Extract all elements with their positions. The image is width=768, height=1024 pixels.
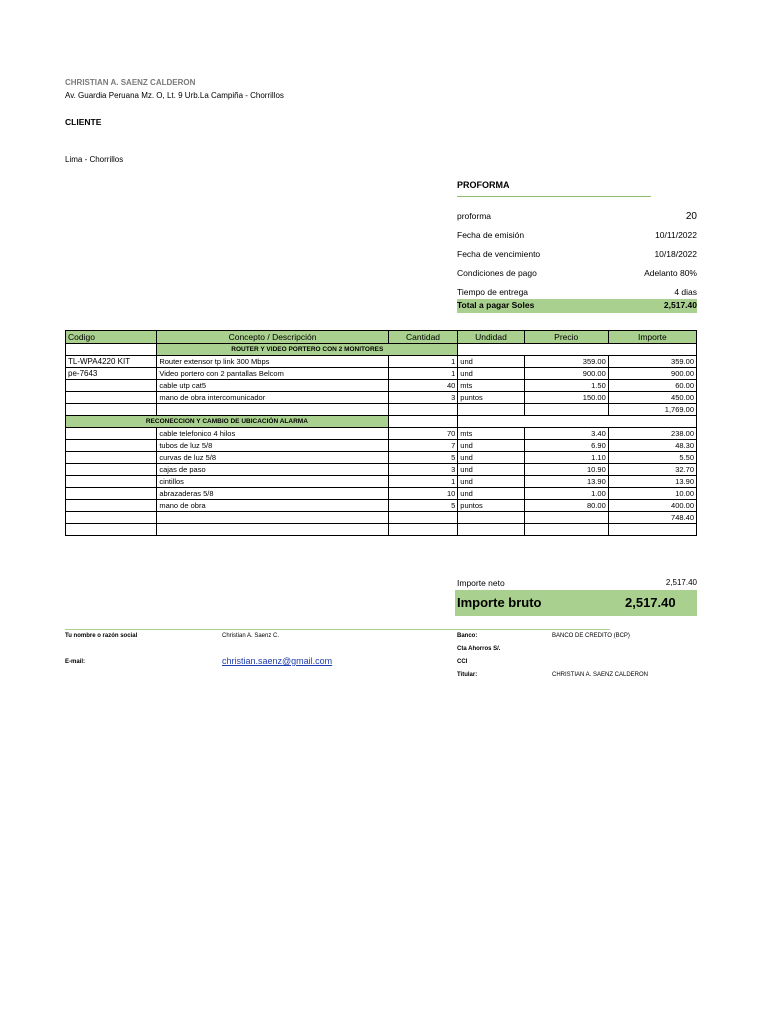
cell-amount: 60.00: [608, 380, 696, 392]
cell-description: Router extensor tp link 300 Mbps: [157, 356, 388, 368]
cell-amount: 5.50: [608, 452, 696, 464]
cell-amount: 900.00: [608, 368, 696, 380]
sender-address: Av. Guardia Peruana Mz. O, Lt. 9 Urb.La Campiña - Chorrillos: [65, 91, 284, 100]
cell-quantity: 3: [388, 392, 458, 404]
net-amount-row: [457, 578, 697, 590]
total-value: 2,517.40: [663, 300, 697, 310]
info-row-total: [457, 299, 697, 313]
table-row: [66, 380, 697, 392]
cell-price: 13.90: [524, 476, 608, 488]
table-row: [66, 368, 697, 380]
cell-unit: und: [458, 368, 524, 380]
cell-description: curvas de luz 5/8: [157, 452, 388, 464]
info-value: 20: [685, 211, 697, 222]
cell-unit: und: [458, 452, 524, 464]
footer-cci-label: CCI: [457, 659, 468, 665]
info-row-delivery-time: [457, 286, 697, 300]
info-row-due-date: [457, 248, 697, 262]
footer-name-label: Tu nombre o razón social: [65, 633, 138, 639]
footer-bank-value: BANCO DE CREDITO (BCP): [552, 633, 630, 639]
cell-description: cable telefonico 4 hilos: [157, 428, 388, 440]
col-header-unit: Undidad: [458, 331, 524, 344]
info-label: proforma: [457, 211, 492, 221]
cell-description: cable utp cat5: [157, 380, 388, 392]
cell-quantity: 70: [388, 428, 458, 440]
cell-description: abrazaderas 5/8: [157, 488, 388, 500]
info-label: Condiciones de pago: [457, 268, 537, 278]
net-amount-value: 2,517.40: [665, 578, 697, 587]
table-row: [66, 464, 697, 476]
footer-email-label: E-mail:: [65, 659, 86, 665]
footer-divider: [65, 629, 610, 630]
cell-code: [66, 392, 157, 404]
cell-description: tubos de luz 5/8: [157, 440, 388, 452]
info-row-proforma: [457, 210, 697, 224]
cell-price: 6.90: [524, 440, 608, 452]
items-table: [65, 330, 697, 536]
subtotal-row: [66, 512, 697, 524]
cell-description: Video portero con 2 pantallas Belcom: [157, 368, 388, 380]
cell-unit: puntos: [458, 392, 524, 404]
gross-amount-value: 2,517.40: [625, 595, 676, 610]
info-row-payment-terms: [457, 267, 697, 281]
cell-amount: 238.00: [608, 428, 696, 440]
gross-amount-row: [455, 590, 697, 616]
cell-description: mano de obra: [157, 500, 388, 512]
table-row: [66, 392, 697, 404]
info-label: Fecha de vencimiento: [457, 249, 541, 259]
info-value: Adelanto 80%: [644, 268, 697, 278]
subtotal-value: 1,769.00: [608, 404, 696, 416]
cell-quantity: 10: [388, 488, 458, 500]
cell-price: 1.00: [524, 488, 608, 500]
cell-quantity: 40: [388, 380, 458, 392]
cell-description: mano de obra intercomunicador: [157, 392, 388, 404]
section-header-row: [66, 344, 697, 356]
cell-price: 359.00: [524, 356, 608, 368]
proforma-title: PROFORMA: [457, 180, 510, 190]
cell-amount: 13.90: [608, 476, 696, 488]
table-row: [66, 428, 697, 440]
cell-price: 150.00: [524, 392, 608, 404]
table-header-row: [66, 331, 697, 344]
section-header-row: [66, 416, 697, 428]
col-header-description: Concepto / Descripción: [157, 331, 388, 344]
cell-code: [66, 380, 157, 392]
total-label: Total a pagar Soles: [457, 300, 535, 310]
cell-quantity: 1: [388, 356, 458, 368]
empty-row: [66, 524, 697, 536]
cell-price: 3.40: [524, 428, 608, 440]
section-title: ROUTER Y VIDEO PORTERO CON 2 MONITORES: [157, 344, 458, 356]
cell-unit: und: [458, 476, 524, 488]
cell-price: 1.50: [524, 380, 608, 392]
table-row: [66, 452, 697, 464]
cell-unit: und: [458, 488, 524, 500]
cell-amount: 10.00: [608, 488, 696, 500]
proforma-divider: [457, 196, 651, 197]
table-row: [66, 440, 697, 452]
cell-amount: 32.70: [608, 464, 696, 476]
cell-amount: 48.30: [608, 440, 696, 452]
info-row-issue-date: [457, 229, 697, 243]
cell-quantity: 3: [388, 464, 458, 476]
cell-price: 900.00: [524, 368, 608, 380]
cell-unit: und: [458, 440, 524, 452]
client-city: Lima - Chorrillos: [65, 155, 124, 164]
sender-name: CHRISTIAN A. SAENZ CALDERON: [65, 78, 196, 87]
col-header-price: Precio: [524, 331, 608, 344]
subtotal-row: [66, 404, 697, 416]
cell-quantity: 5: [388, 452, 458, 464]
cell-quantity: 1: [388, 368, 458, 380]
footer-name-value: Christian A. Saenz C.: [222, 633, 280, 639]
cell-unit: und: [458, 464, 524, 476]
cell-quantity: 1: [388, 476, 458, 488]
cell-quantity: 7: [388, 440, 458, 452]
footer-account-label: Cta Ahorros S/.: [457, 646, 501, 652]
cell-amount: 359.00: [608, 356, 696, 368]
cell-unit: puntos: [458, 500, 524, 512]
cell-unit: und: [458, 356, 524, 368]
cell-price: 80.00: [524, 500, 608, 512]
footer-holder-value: CHRISTIAN A. SAENZ CALDERON: [552, 672, 649, 678]
table-row: [66, 500, 697, 512]
cell-quantity: 5: [388, 500, 458, 512]
table-row: [66, 476, 697, 488]
cell-amount: 450.00: [608, 392, 696, 404]
cell-description: cajas de paso: [157, 464, 388, 476]
info-value: 10/11/2022: [655, 230, 697, 240]
cell-amount: 400.00: [608, 500, 696, 512]
footer-holder-label: Titular:: [457, 672, 478, 678]
cell-price: 1.10: [524, 452, 608, 464]
col-header-quantity: Cantidad: [388, 331, 458, 344]
cell-unit: mts: [458, 428, 524, 440]
table-row: [66, 356, 697, 368]
info-value: 10/18/2022: [654, 249, 697, 259]
info-value: 4 dias: [674, 287, 697, 297]
cell-code: TL-WPA4220 KIT: [66, 356, 157, 368]
footer-email-link[interactable]: christian.saenz@gmail.com: [222, 656, 333, 666]
cell-unit: mts: [458, 380, 524, 392]
table-row: [66, 488, 697, 500]
client-label: CLIENTE: [65, 117, 102, 127]
col-header-amount: Importe: [608, 331, 696, 344]
cell-code: pe-7643: [66, 368, 157, 380]
net-amount-label: Importe neto: [457, 578, 505, 588]
cell-price: 10.90: [524, 464, 608, 476]
section-title: RECONECCION Y CAMBIO DE UBICACIÓN ALARMA: [66, 416, 389, 428]
gross-amount-label: Importe bruto: [457, 595, 542, 610]
info-label: Fecha de emisión: [457, 230, 525, 240]
footer-bank-label: Banco:: [457, 633, 478, 639]
subtotal-value: 748.40: [608, 512, 696, 524]
info-label: Tiempo de entrega: [457, 287, 529, 297]
cell-description: cintillos: [157, 476, 388, 488]
col-header-code: Codigo: [66, 331, 157, 344]
